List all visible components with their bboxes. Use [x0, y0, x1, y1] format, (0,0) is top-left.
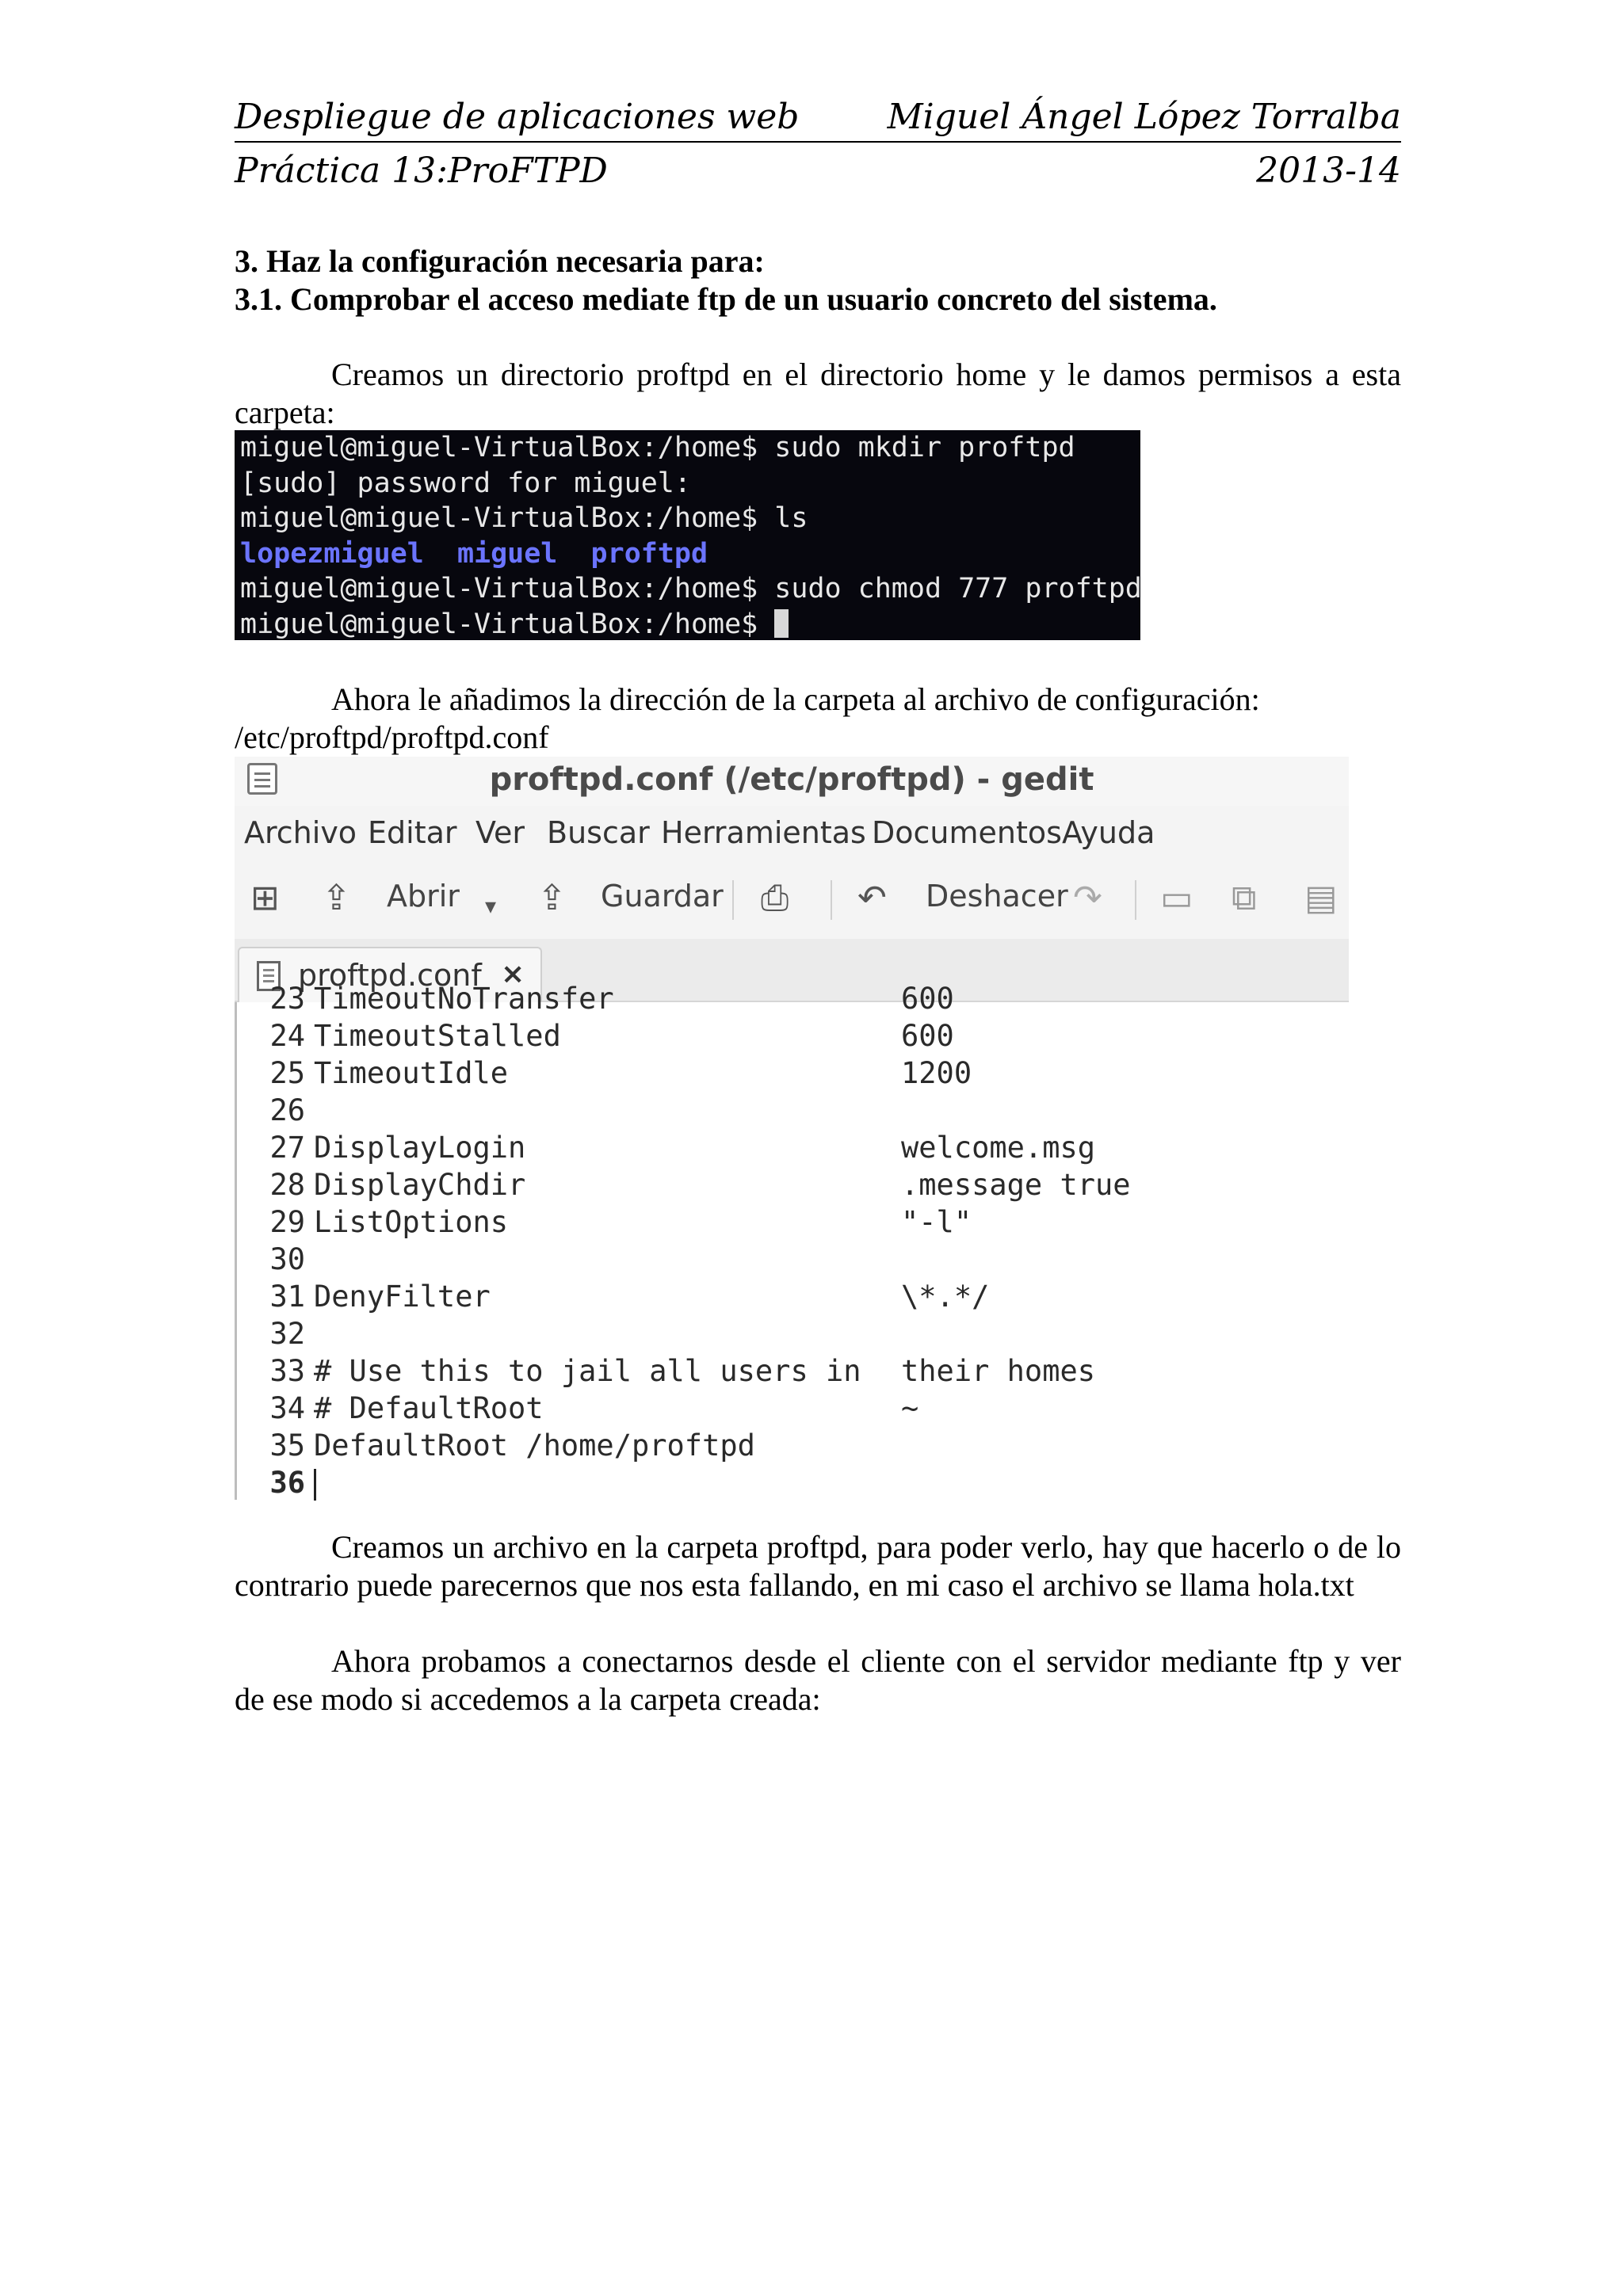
terminal-prompt	[240, 607, 1140, 643]
line-value: 600	[901, 982, 954, 1016]
line-number: 28	[269, 1168, 305, 1202]
open-button[interactable]: Abrir	[387, 879, 460, 913]
paragraph-add-config-line1: Ahora le añadimos la dirección de la carpeta al archivo de configuración:	[331, 681, 1260, 717]
window-titlebar[interactable]	[235, 757, 1349, 806]
line-text: DisplayLogin	[314, 1131, 526, 1165]
menu-documentos[interactable]: Documentos	[872, 815, 1062, 850]
toolbar-separator	[831, 880, 832, 920]
line-number: 31	[269, 1280, 305, 1314]
code-editor[interactable]	[235, 982, 1349, 1500]
code-line	[237, 1019, 1346, 1056]
line-value: \*.*/	[901, 1280, 990, 1314]
ls-item: proftpd	[590, 537, 708, 570]
new-file-icon[interactable]: ⊞	[250, 878, 280, 918]
terminal-cursor	[774, 609, 789, 638]
paragraph-test-connection: Ahora probamos a conectarnos desde el cliente con el servidor mediante ftp y ver de ese modo si accedemos a la carpeta creada:	[235, 1643, 1401, 1717]
line-text: TimeoutNoTransfer	[314, 982, 614, 1016]
ls-item: miguel	[456, 537, 558, 570]
line-text: DefaultRoot /home/proftpd	[314, 1428, 755, 1463]
menu-archivo[interactable]: Archivo	[244, 815, 357, 850]
undo-icon[interactable]: ↶	[857, 878, 887, 918]
line-number: 25	[269, 1056, 305, 1090]
print-icon[interactable]: ⎙	[761, 878, 789, 918]
line-text: TimeoutStalled	[314, 1019, 561, 1053]
line-value: welcome.msg	[901, 1131, 1096, 1165]
terminal-line: miguel@miguel-VirtualBox:/home$	[240, 608, 775, 640]
line-text: TimeoutIdle	[314, 1056, 509, 1090]
paragraph-create-directory: Creamos un directorio proftpd en el directorio home y le damos permisos a esta carpeta:	[235, 357, 1401, 430]
line-number: 34	[269, 1391, 305, 1425]
text-caret	[314, 1469, 316, 1501]
code-line	[237, 982, 1346, 1019]
terminal-ls-output	[240, 536, 1140, 572]
line-number: 29	[269, 1205, 305, 1239]
code-line	[237, 1428, 1346, 1466]
menu-editar[interactable]: Editar	[368, 815, 457, 850]
code-line	[237, 1205, 1346, 1242]
line-value: their homes	[901, 1354, 1096, 1388]
ls-item: lopezmiguel	[240, 537, 424, 570]
code-line	[237, 1280, 1346, 1317]
menu-ayuda[interactable]: Ayuda	[1062, 815, 1155, 850]
code-line	[237, 1317, 1346, 1354]
code-line	[237, 1168, 1346, 1205]
paragraph-add-config-path: /etc/proftpd/proftpd.conf	[235, 719, 549, 755]
code-line	[237, 1242, 1346, 1280]
header-year: 2013-14	[1256, 151, 1401, 191]
toolbar-separator	[732, 880, 734, 920]
header-line-2	[235, 151, 1401, 195]
line-value: ~	[901, 1391, 919, 1425]
save-icon[interactable]: ⇪	[537, 878, 567, 918]
line-text: DenyFilter	[314, 1280, 491, 1314]
line-number: 30	[269, 1242, 305, 1276]
line-number: 23	[269, 982, 305, 1016]
header-author: Miguel Ángel López Torralba	[887, 97, 1401, 137]
line-text: DisplayChdir	[314, 1168, 526, 1202]
line-text: ListOptions	[314, 1205, 509, 1239]
line-text: # DefaultRoot	[314, 1391, 544, 1425]
close-icon[interactable]: ×	[501, 958, 525, 990]
chevron-down-icon[interactable]: ▾	[485, 893, 497, 919]
menu-bar	[235, 806, 1349, 856]
line-number: 35	[269, 1428, 305, 1463]
terminal-line: miguel@miguel-VirtualBox:/home$ sudo mkdir proftpd	[240, 432, 1075, 463]
open-icon[interactable]: ⇪	[322, 878, 351, 918]
save-button[interactable]: Guardar	[601, 879, 724, 913]
line-number: 27	[269, 1131, 305, 1165]
header-course: Despliegue de aplicaciones web	[235, 97, 800, 137]
menu-ver[interactable]: Ver	[475, 815, 525, 850]
line-value: 1200	[901, 1056, 972, 1090]
code-line-current	[237, 1466, 1346, 1503]
code-line	[237, 1093, 1346, 1131]
tab-label: proftpd.conf	[298, 958, 482, 993]
code-line	[237, 1131, 1346, 1168]
line-number: 24	[269, 1019, 305, 1053]
terminal-line: [sudo] password for miguel:	[240, 467, 691, 499]
terminal-line: miguel@miguel-VirtualBox:/home$ ls	[240, 502, 808, 534]
code-line	[237, 1391, 1346, 1428]
gedit-window	[235, 757, 1349, 1500]
section-heading-1: 3. Haz la configuración necesaria para:	[235, 243, 765, 279]
copy-icon[interactable]: ⧉	[1232, 878, 1257, 918]
header-practice: Práctica 13:ProFTPD	[235, 151, 608, 191]
header-line-1	[235, 97, 1401, 143]
menu-buscar[interactable]: Buscar	[547, 815, 650, 850]
line-value: 600	[901, 1019, 954, 1053]
code-line	[237, 1056, 1346, 1093]
line-text: # Use this to jail all users in	[314, 1354, 861, 1388]
line-number: 32	[269, 1317, 305, 1351]
line-value: "-l"	[901, 1205, 972, 1239]
toolbar-separator	[1135, 880, 1136, 920]
cut-icon[interactable]: ▭	[1160, 878, 1193, 918]
undo-button[interactable]: Deshacer	[926, 879, 1068, 913]
paragraph-create-file: Creamos un archivo en la carpeta proftpd, para poder verlo, hay que hacerlo o de lo contrario puede parecernos que nos esta fallando, en mi caso el archivo se llama hola.txt	[235, 1529, 1401, 1603]
menu-herramientas[interactable]: Herramientas	[661, 815, 866, 850]
section-heading-2: 3.1. Comprobar el acceso mediate ftp de un usuario concreto del sistema.	[235, 281, 1217, 317]
toolbar	[235, 856, 1349, 939]
code-line	[237, 1354, 1346, 1391]
paste-icon[interactable]: ▤	[1304, 878, 1338, 918]
redo-icon[interactable]: ↷	[1073, 878, 1102, 918]
line-value: .message true	[901, 1168, 1131, 1202]
line-number: 33	[269, 1354, 305, 1388]
line-number: 36	[269, 1466, 305, 1500]
window-title: proftpd.conf (/etc/proftpd) - gedit	[489, 761, 1094, 798]
line-number: 26	[269, 1093, 305, 1127]
terminal-line: miguel@miguel-VirtualBox:/home$ sudo chmod 777 proftpd	[240, 573, 1142, 605]
terminal-screenshot	[235, 430, 1140, 640]
